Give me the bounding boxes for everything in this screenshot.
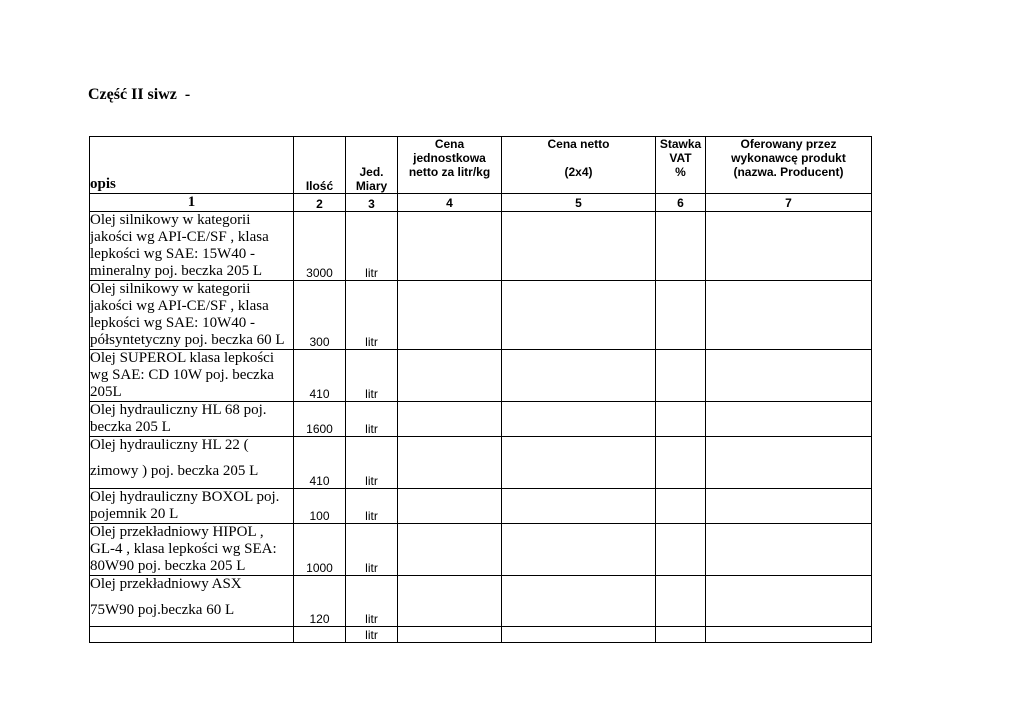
row-offered-product[interactable] (706, 402, 872, 437)
row-description-line: 75W90 poj.beczka 60 L (90, 602, 235, 618)
row-unit-price[interactable] (398, 437, 502, 489)
row-vat-rate[interactable] (656, 212, 706, 281)
row-offered-product[interactable] (706, 576, 872, 627)
row-net-price[interactable] (502, 350, 656, 402)
col-header-vat-line2: VAT (669, 151, 692, 165)
row-quantity: 100 (294, 489, 346, 524)
row-quantity: 1600 (294, 402, 346, 437)
col-header-vat-line3: % (675, 165, 686, 179)
row-vat-rate[interactable] (656, 402, 706, 437)
row-description-line: Olej hydrauliczny HL 68 poj. (90, 402, 267, 418)
row-net-price[interactable] (502, 402, 656, 437)
col-header-opis (90, 137, 294, 194)
row-offered-product[interactable] (706, 212, 872, 281)
column-number: 3 (346, 194, 398, 212)
page-title: Część II siwz - (88, 86, 191, 103)
row-quantity: 410 (294, 437, 346, 489)
col-header-oferowany-line3: (nazwa. Producent) (733, 165, 844, 179)
table-row (90, 350, 872, 402)
row-quantity: 3000 (294, 212, 346, 281)
row-description-line: Olej SUPEROL klasa lepkości (90, 350, 275, 366)
row-net-price[interactable] (502, 489, 656, 524)
column-number: 1 (90, 194, 294, 212)
col-header-cena-netto (502, 137, 656, 194)
col-header-opis-label: opis (90, 176, 116, 192)
row-unit-price[interactable] (398, 524, 502, 576)
row-description-line: półsyntetyczny poj. beczka 60 L (90, 332, 285, 348)
row-description-line: Olej przekładniowy ASX (90, 576, 242, 592)
col-header-jed-miary (346, 137, 398, 194)
row-description (90, 524, 294, 576)
row-vat-rate[interactable] (656, 489, 706, 524)
row-description-line: Olej silnikowy w kategorii (90, 281, 251, 297)
row-vat-rate[interactable] (656, 437, 706, 489)
row-description-line: zimowy ) poj. beczka 205 L (90, 463, 259, 479)
row-unit-price[interactable] (398, 350, 502, 402)
row-unit-price[interactable] (398, 576, 502, 627)
column-number: 6 (656, 194, 706, 212)
row-unit-price[interactable] (398, 212, 502, 281)
row-description (90, 627, 294, 643)
header-row (90, 137, 872, 194)
col-header-cena-jednostkowa (398, 137, 502, 194)
row-description (90, 437, 294, 489)
table-row (90, 402, 872, 437)
row-description (90, 212, 294, 281)
row-description (90, 350, 294, 402)
row-unit: litr (346, 437, 398, 489)
row-description-line: Olej silnikowy w kategorii (90, 212, 251, 228)
column-number: 2 (294, 194, 346, 212)
row-unit: litr (346, 281, 398, 350)
row-net-price[interactable] (502, 281, 656, 350)
col-header-oferowany-line1: Oferowany przez (740, 137, 837, 151)
row-description-line: beczka 205 L (90, 419, 171, 435)
col-header-vat-line1: Stawka (659, 137, 702, 151)
row-net-price[interactable] (502, 627, 656, 643)
row-offered-product[interactable] (706, 524, 872, 576)
col-header-oferowany-produkt (706, 137, 872, 194)
col-header-cena-jedn-line2: jednostkowa (413, 151, 486, 165)
column-number-row (90, 194, 872, 212)
col-header-jed-line1: Jed. (359, 165, 384, 179)
row-description-line: lepkości wg SAE: 10W40 - (90, 315, 255, 331)
row-offered-product[interactable] (706, 281, 872, 350)
row-description-line: jakości wg API-CE/SF , klasa (90, 229, 269, 245)
row-net-price[interactable] (502, 524, 656, 576)
row-description (90, 281, 294, 350)
table-row (90, 524, 872, 576)
row-description (90, 576, 294, 627)
row-description-line: jakości wg API-CE/SF , klasa (90, 298, 269, 314)
row-description-line: mineralny poj. beczka 205 L (90, 263, 263, 279)
row-vat-rate[interactable] (656, 350, 706, 402)
row-unit-price[interactable] (398, 281, 502, 350)
col-header-cena-netto-line2: (2x4) (564, 165, 593, 179)
row-description-line: GL-4 , klasa lepkości wg SEA: (90, 541, 277, 557)
column-number: 5 (502, 194, 656, 212)
col-header-cena-netto-spacer (502, 151, 655, 165)
row-vat-rate[interactable] (656, 524, 706, 576)
row-unit: litr (346, 524, 398, 576)
column-number: 4 (398, 194, 502, 212)
row-unit: litr (346, 402, 398, 437)
row-offered-product[interactable] (706, 350, 872, 402)
row-unit: litr (346, 627, 398, 643)
specification-table (89, 136, 872, 643)
table-row (90, 627, 872, 643)
row-unit: litr (346, 489, 398, 524)
col-header-ilosc-label: Ilość (305, 179, 334, 193)
row-description-line: lepkości wg SAE: 15W40 - (90, 246, 255, 262)
col-header-jed-line2: Miary (355, 179, 388, 193)
row-vat-rate[interactable] (656, 281, 706, 350)
row-description-line: wg SAE: CD 10W poj. beczka (90, 367, 274, 383)
column-number: 7 (706, 194, 872, 212)
row-quantity: 1000 (294, 524, 346, 576)
col-header-cena-netto-line1: Cena netto (547, 137, 610, 151)
row-vat-rate[interactable] (656, 576, 706, 627)
col-header-oferowany-line2: wykonawcę produkt (731, 151, 846, 165)
row-net-price[interactable] (502, 576, 656, 627)
row-vat-rate[interactable] (656, 627, 706, 643)
row-quantity: 120 (294, 576, 346, 627)
row-unit-price[interactable] (398, 402, 502, 437)
table-row (90, 437, 872, 489)
table-row (90, 489, 872, 524)
table-row (90, 212, 872, 281)
row-description (90, 489, 294, 524)
row-offered-product[interactable] (706, 489, 872, 524)
col-header-stawka-vat (656, 137, 706, 194)
row-unit-price[interactable] (398, 489, 502, 524)
row-net-price[interactable] (502, 437, 656, 489)
row-description-line: pojemnik 20 L (90, 506, 179, 522)
row-description-line: 205L (90, 384, 122, 400)
table-row (90, 281, 872, 350)
table-row (90, 576, 872, 627)
row-quantity (294, 627, 346, 643)
row-net-price[interactable] (502, 212, 656, 281)
col-header-cena-jedn-line1: Cena (434, 137, 465, 151)
row-unit-price[interactable] (398, 627, 502, 643)
row-description-line: Olej hydrauliczny BOXOL poj. (90, 489, 280, 505)
row-description-line: 80W90 poj. beczka 205 L (90, 558, 246, 574)
row-description-line: Olej przekładniowy HIPOL , (90, 524, 264, 540)
row-quantity: 300 (294, 281, 346, 350)
row-unit: litr (346, 350, 398, 402)
col-header-ilosc (294, 137, 346, 194)
row-offered-product[interactable] (706, 627, 872, 643)
col-header-cena-jedn-line3: netto za litr/kg (408, 165, 491, 179)
row-description-line: Olej hydrauliczny HL 22 ( (90, 437, 249, 453)
row-quantity: 410 (294, 350, 346, 402)
row-unit: litr (346, 212, 398, 281)
row-offered-product[interactable] (706, 437, 872, 489)
row-description (90, 402, 294, 437)
row-unit: litr (346, 576, 398, 627)
